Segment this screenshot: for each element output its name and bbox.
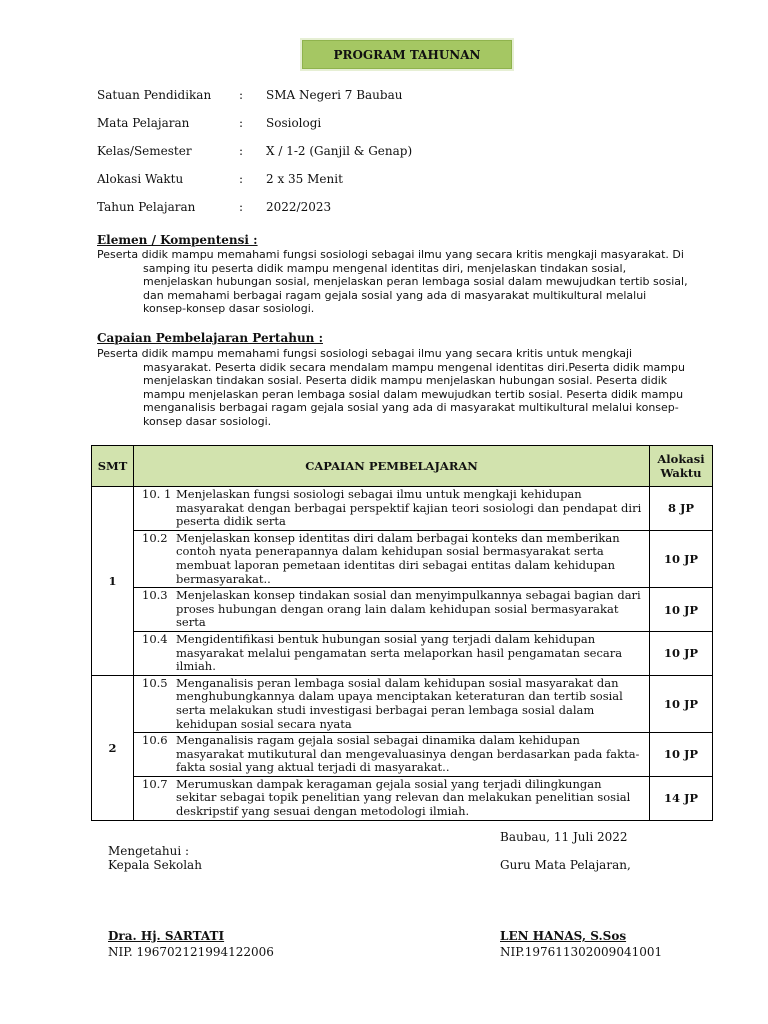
cp-text: Menjelaskan konsep tindakan sosial dan menyimpulkannya sebagai bagian dari proses hubungan dengan orang lain dalam kehidupan sosial bermasyarakat serta: [176, 588, 641, 630]
cp-cell: [134, 733, 650, 777]
jp-cell: 10 JP: [650, 588, 713, 632]
info-colon: :: [239, 172, 244, 186]
header-alokasi-line1: Alokasi: [657, 452, 705, 466]
cp-number: 10.6: [142, 733, 168, 748]
cp-text: Mengidentifikasi bentuk hubungan sosial yang terjadi dalam kehidupan masyarakat melalui pengamatan serta melaporkan hasil pengamatan secara ilmiah.: [176, 631, 623, 674]
info-label: Tahun Pelajaran: [97, 200, 196, 214]
cp-cell: [134, 530, 650, 587]
elemen-text: Peserta didik mampu memahami fungsi sosiologi sebagai ilmu yang secara kritis mengkaji masyarakat. Di samping itu peserta didik mampu mengenal identitas diri, menjelaskan tindakan sosial, menjelaskan hubungan sosial, menjelaskan peran lembaga sosial dalam mewujudkan tertib sosial, dan memahami berbagai ragam gejala sosial yang ada di masyarakat multikultural melalui konsep-konsep dasar sosiologi.: [97, 248, 688, 316]
cp-cell: [134, 675, 650, 732]
guru-nip: NIP.197611302009041001: [500, 945, 663, 959]
jp-cell: 10 JP: [650, 675, 713, 732]
jp-cell: 10 JP: [650, 631, 713, 675]
table-row: [92, 530, 713, 587]
jp-cell: 10 JP: [650, 530, 713, 587]
document-title: PROGRAM TAHUNAN: [302, 40, 512, 69]
cp-number: 10.3: [142, 588, 168, 603]
info-label: Alokasi Waktu: [97, 172, 184, 186]
info-label: Kelas/Semester: [97, 144, 192, 158]
info-colon: :: [239, 116, 244, 130]
header-capaian: CAPAIAN PEMBELAJARAN: [134, 446, 650, 487]
cp-number: 10.5: [142, 675, 168, 690]
guru-title: Guru Mata Pelajaran,: [500, 858, 631, 872]
cp-cell: [134, 776, 650, 820]
capaian-text: Peserta didik mampu memahami fungsi sosiologi sebagai ilmu yang secara kritis untuk mengkaji masyarakat. Peserta didik secara mendalam mampu mengenal identitas diri.Peserta didik mampu menjelaskan tindakan sosial. Peserta didik mampu menjelaskan hubungan sosial. Peserta didik mampu menjelaskan peran lembaga sosial dalam mewujudkan tertib sosial. Peserta didik mampu menganalisis berbagai ragam gejala sosial yang ada di masyarakat multikultural melalui konsep-konsep dasar sosiologi.: [97, 347, 685, 428]
info-label: Satuan Pendidikan: [97, 88, 212, 102]
elemen-paragraph: [97, 248, 688, 316]
info-value: 2 x 35 Menit: [266, 172, 343, 186]
header-smt: SMT: [92, 446, 134, 487]
info-value: 2022/2023: [266, 200, 332, 214]
smt-cell: 1: [92, 487, 134, 676]
cp-number: 10.4: [142, 631, 168, 646]
cp-number: 10.2: [142, 530, 168, 545]
info-colon: :: [239, 88, 244, 102]
info-label: Mata Pelajaran: [97, 116, 190, 130]
table-row: [92, 675, 713, 732]
cp-number: 10.7: [142, 776, 168, 791]
capaian-heading: Capaian Pembelajaran Pertahun :: [97, 331, 323, 345]
guru-name: LEN HANAS, S.Sos: [500, 929, 627, 943]
jp-cell: 14 JP: [650, 776, 713, 820]
cp-cell: [134, 631, 650, 675]
header-alokasi-line2: Waktu: [660, 466, 702, 480]
mengetahui-label: Mengetahui :: [108, 844, 190, 858]
table-header-row: [92, 446, 713, 487]
elemen-heading: Elemen / Kompentensi :: [97, 233, 258, 247]
cp-text: Menjelaskan fungsi sosiologi sebagai ilmu untuk mengkaji kehidupan masyarakat dengan berbagai perspektif kajian teori sosiologi dan pendapat diri peserta didik serta: [176, 487, 642, 529]
cp-text: Menganalisis ragam gejala sosial sebagai dinamika dalam kehidupan masyarakat mutikutural dan mengevaluasinya dengan berdasarkan pada fakta-fakta sosial yang aktual terjadi di masyarakat..: [176, 733, 640, 775]
kepala-sekolah-name: Dra. Hj. SARTATI: [108, 929, 225, 943]
jp-cell: 10 JP: [650, 733, 713, 777]
table-row: [92, 487, 713, 531]
table-row: [92, 776, 713, 820]
table-row: [92, 631, 713, 675]
capaian-table: [91, 445, 713, 821]
info-value: SMA Negeri 7 Baubau: [266, 88, 403, 102]
smt-cell: 2: [92, 675, 134, 820]
table-row: [92, 733, 713, 777]
place-date: Baubau, 11 Juli 2022: [500, 830, 628, 844]
kepala-sekolah-nip: NIP. 196702121994122006: [108, 945, 274, 959]
info-value: X / 1-2 (Ganjil & Genap): [266, 144, 413, 158]
table-row: [92, 588, 713, 632]
info-colon: :: [239, 144, 244, 158]
cp-cell: [134, 588, 650, 632]
cp-cell: [134, 487, 650, 531]
jp-cell: 8 JP: [650, 487, 713, 531]
cp-text: Merumuskan dampak keragaman gejala sosial yang terjadi dilingkungan sekitar sebagai topik penelitian yang relevan dan melakukan penelitian sosial deskripstif yang sesuai dengan metodologi ilmiah.: [176, 776, 631, 819]
capaian-paragraph: [97, 347, 688, 429]
cp-text: Menjelaskan konsep identitas diri dalam berbagai konteks dan memberikan contoh nyata penerapannya dalam kehidupan sosial bermasyarakat serta membuat laporan pemetaan identitas diri sebagai entitas dalam kehidupan bermasyarakat..: [176, 530, 620, 586]
cp-text: Menganalisis peran lembaga sosial dalam kehidupan sosial masyarakat dan menghubungkannya dalam upaya menciptakan keteraturan dan tertib sosial serta melakukan studi investigasi berbagai peran lembaga sosial dalam kehidupan sosial secara nyata: [176, 675, 623, 731]
header-alokasi: [650, 446, 713, 487]
info-colon: :: [239, 200, 244, 214]
cp-number: 10. 1: [142, 487, 172, 501]
info-value: Sosiologi: [266, 116, 322, 130]
kepala-sekolah-title: Kepala Sekolah: [108, 858, 202, 872]
